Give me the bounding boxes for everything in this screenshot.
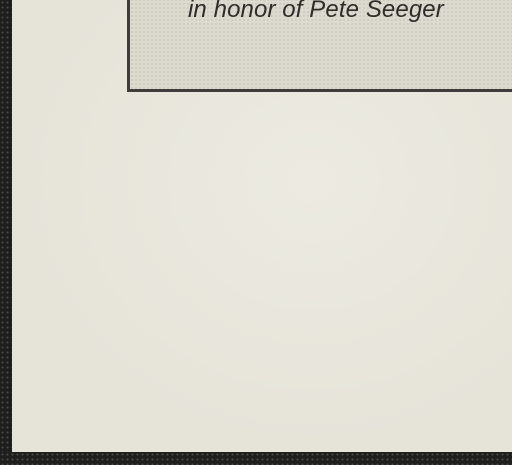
- caption-box: [127, 0, 512, 92]
- dark-background-edge-left: [0, 0, 12, 465]
- paper-sheet: [12, 0, 512, 452]
- dark-background-edge-bottom: [0, 452, 512, 465]
- caption-text: in honor of Pete Seeger: [188, 0, 444, 23]
